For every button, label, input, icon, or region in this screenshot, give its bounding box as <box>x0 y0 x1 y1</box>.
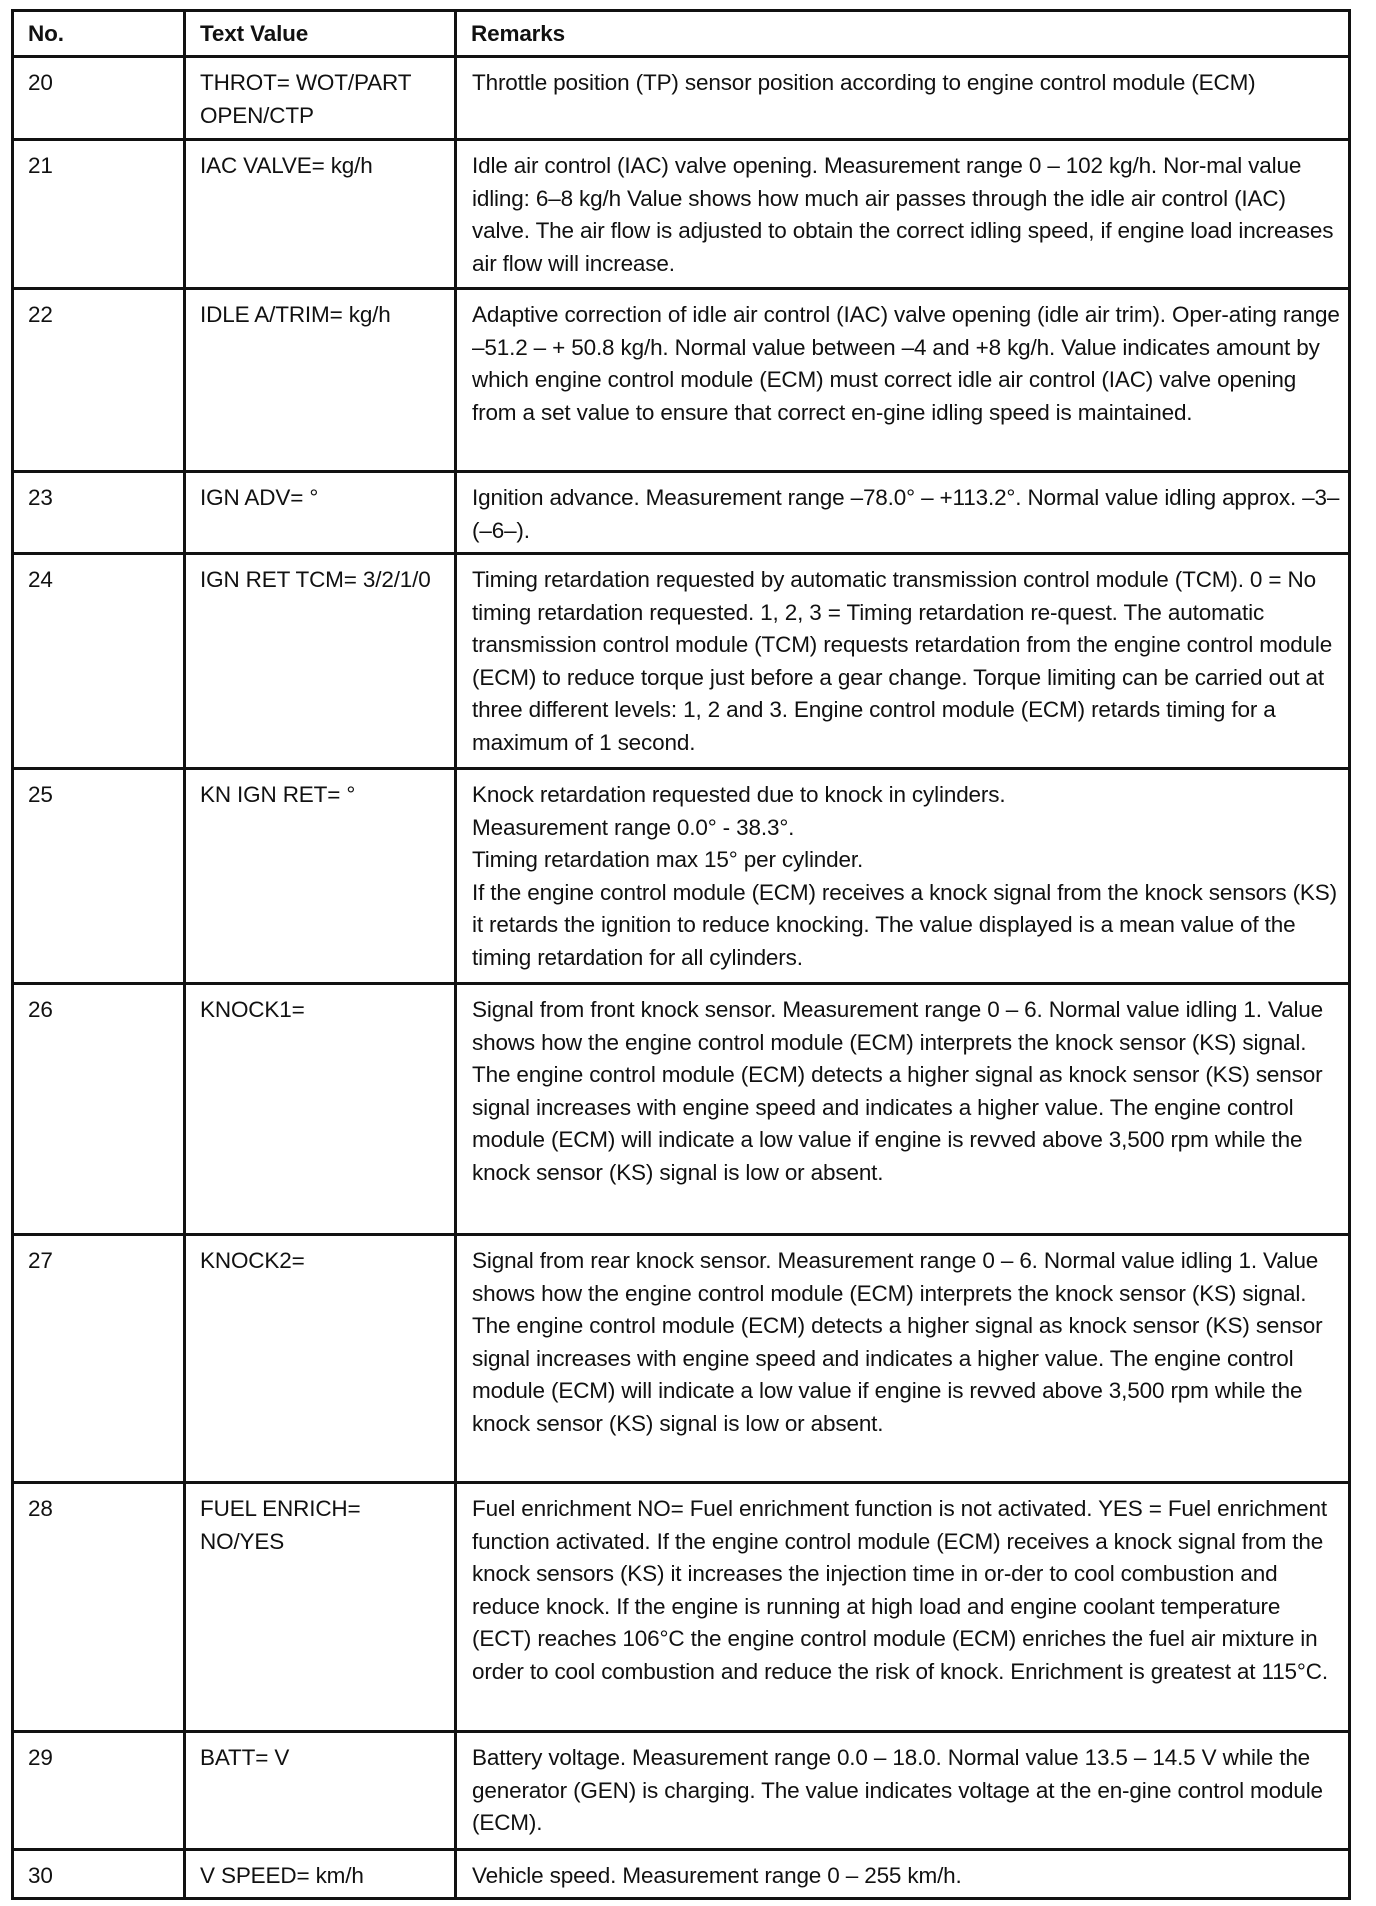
row-text-value: IDLE A/TRIM= kg/h <box>185 289 456 472</box>
row-number: 24 <box>13 554 185 769</box>
row-number: 29 <box>13 1732 185 1850</box>
remarks-line: Measurement range 0.0° - 38.3°. <box>472 814 795 840</box>
remarks-line: Timing retardation max 15° per cylinder. <box>472 847 864 873</box>
table-row <box>13 1732 1350 1850</box>
table-row <box>13 1483 1350 1732</box>
parameter-table <box>11 9 1351 1900</box>
table-row <box>13 140 1350 289</box>
column-header-remarks: Remarks <box>456 11 1350 57</box>
table-row <box>13 1235 1350 1483</box>
row-number: 26 <box>13 984 185 1235</box>
table-row <box>13 554 1350 769</box>
row-text-value: FUEL ENRICH= NO/YES <box>185 1483 456 1732</box>
row-remarks: Vehicle speed. Measurement range 0 – 255 km/h. <box>456 1850 1350 1899</box>
row-remarks: Throttle position (TP) sensor position according to engine control module (ECM) <box>456 57 1350 140</box>
row-text-value: KNOCK2= <box>185 1235 456 1483</box>
row-number: 25 <box>13 769 185 984</box>
table-row <box>13 769 1350 984</box>
row-remarks: Adaptive correction of idle air control (IAC) valve opening (idle air trim). Oper-ating range –51.2 – + 50.8 kg/h. Normal value between –4 and +8 kg/h. Value indicates amount by which engine control module (ECM) must correct idle air control (IAC) valve opening from a set value to ensure that correct en-gine idling speed is maintained. <box>456 289 1350 472</box>
row-text-value: THROT= WOT/PART OPEN/CTP <box>185 57 456 140</box>
column-header-text-value: Text Value <box>185 11 456 57</box>
row-number: 28 <box>13 1483 185 1732</box>
table-row <box>13 57 1350 140</box>
row-remarks: Ignition advance. Measurement range –78.0° – +113.2°. Normal value idling approx. –3–(–6–). <box>456 472 1350 554</box>
row-remarks: Signal from front knock sensor. Measurement range 0 – 6. Normal value idling 1. Value shows how the engine control module (ECM) interprets the knock sensor (KS) signal. The engine control module (ECM) detects a higher signal as knock sensor (KS) sensor signal increases with engine speed and indicates a higher value. The engine control module (ECM) will indicate a low value if engine is revved above 3,500 rpm while the knock sensor (KS) signal is low or absent. <box>456 984 1350 1235</box>
row-remarks: Signal from rear knock sensor. Measurement range 0 – 6. Normal value idling 1. Value shows how the engine control module (ECM) interprets the knock sensor (KS) signal. The engine control module (ECM) detects a higher signal as knock sensor (KS) sensor signal increases with engine speed and indicates a higher value. The engine control module (ECM) will indicate a low value if engine is revved above 3,500 rpm while the knock sensor (KS) signal is low or absent. <box>456 1235 1350 1483</box>
remarks-line: If the engine control module (ECM) receives a knock signal from the knock sensors (KS) it retards the ignition to reduce knocking. The value displayed is a mean value of the timing retardation for all cylinders. <box>472 879 1337 970</box>
remarks-line: Knock retardation requested due to knock in cylinders. <box>472 782 1006 807</box>
table-row <box>13 1850 1350 1899</box>
table-row <box>13 984 1350 1235</box>
table-row <box>13 472 1350 554</box>
row-text-value: IAC VALVE= kg/h <box>185 140 456 289</box>
row-text-value: IGN ADV= ° <box>185 472 456 554</box>
table-header-row <box>13 11 1350 57</box>
row-number: 21 <box>13 140 185 289</box>
row-number: 27 <box>13 1235 185 1483</box>
row-remarks: Fuel enrichment NO= Fuel enrichment function is not activated. YES = Fuel enrichment function activated. If the engine control module (ECM) receives a knock signal from the knock sensors (KS) it increases the injection time in or-der to cool combustion and reduce knock. If the engine is running at high load and engine coolant temperature (ECT) reaches 106°C the engine control module (ECM) enriches the fuel air mixture in order to cool combustion and reduce the risk of knock. Enrichment is greatest at 115°C. <box>456 1483 1350 1732</box>
row-number: 23 <box>13 472 185 554</box>
row-remarks: Idle air control (IAC) valve opening. Measurement range 0 – 102 kg/h. Nor-mal value idling: 6–8 kg/h Value shows how much air passes through the idle air control (IAC) valve. The air flow is adjusted to obtain the correct idling speed, if engine load increases air flow will increase. <box>456 140 1350 289</box>
column-header-no: No. <box>13 11 185 57</box>
row-number: 22 <box>13 289 185 472</box>
row-text-value: BATT= V <box>185 1732 456 1850</box>
row-number: 20 <box>13 57 185 140</box>
row-text-value: KN IGN RET= ° <box>185 769 456 984</box>
table-row <box>13 289 1350 472</box>
row-text-value: KNOCK1= <box>185 984 456 1235</box>
row-text-value: IGN RET TCM= 3/2/1/0 <box>185 554 456 769</box>
row-remarks <box>456 769 1350 984</box>
row-remarks: Battery voltage. Measurement range 0.0 – 18.0. Normal value 13.5 – 14.5 V while the generator (GEN) is charging. The value indicates voltage at the en-gine control module (ECM). <box>456 1732 1350 1850</box>
row-text-value: V SPEED= km/h <box>185 1850 456 1899</box>
row-remarks: Timing retardation requested by automatic transmission control module (TCM). 0 = No timing retardation requested. 1, 2, 3 = Timing retardation re-quest. The automatic transmission control module (TCM) requests retardation from the engine control module (ECM) to reduce torque just before a gear change. Torque limiting can be carried out at three different levels: 1, 2 and 3. Engine control module (ECM) retards timing for a maximum of 1 second. <box>456 554 1350 769</box>
row-number: 30 <box>13 1850 185 1899</box>
